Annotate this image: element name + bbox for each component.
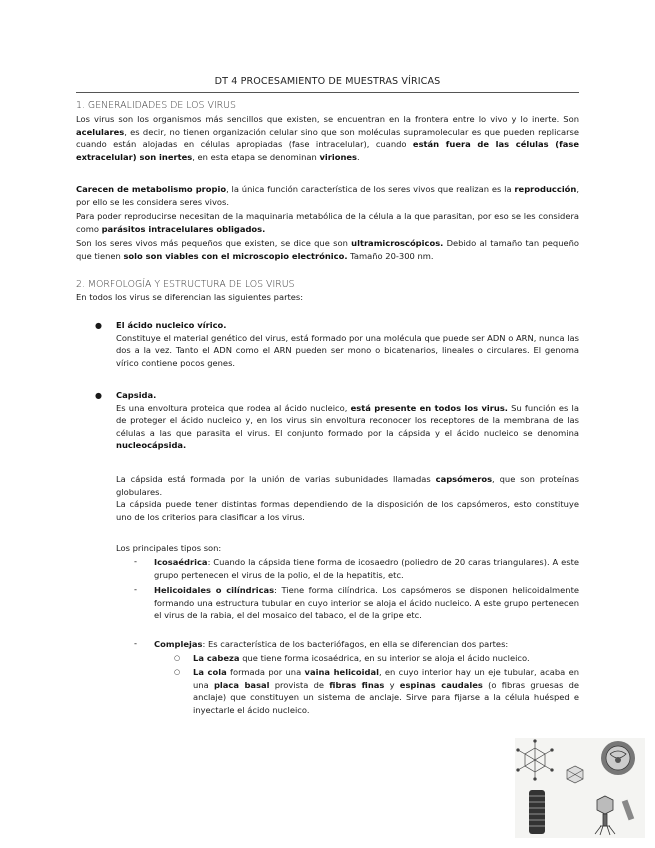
capsida-paragraph-capsomeros: La cápsida está formada por la unión de varias subunidades llamadas capsómeros, que son proteínas globulares. La cápsida puede tener distintas formas dependiendo de la disposición de los capsómeros, esto constituye uno de los criterios para clasificar a los virus. (116, 474, 579, 522)
dash-marker: - (134, 638, 138, 648)
type-helicoidales: Helicoidales o cilíndricas: Tiene forma cilíndrica. Los capsómeros se disponen helicoidalmente formando una estructura tubular en cuyo interior se aloja el ácido nucleico. A este grupo pertenecen el virus de la rabia, el del mosaico del tabaco, el de la gripe etc. (154, 585, 579, 621)
section-1-heading: 1. GENERALIDADES DE LOS VIRUS (76, 100, 236, 111)
s1-paragraph-1: Los virus son los organismos más sencillos que existen, se encuentran en la frontera entre lo vivo y lo inerte. Son acelulares, es decir, no tienen organización celular sino que son moléculas supramolecular es que pueden replicarse cuando están alojadas en células apropiadas (fase intracelular), cuando están fuera de las células (fase extracelular) son inertes, en esta etapa se denominan viriones. (76, 114, 579, 162)
dash-marker: - (134, 584, 138, 594)
bullet-marker: ● (95, 321, 102, 330)
circle-marker: ○ (174, 654, 181, 662)
dash-marker: - (134, 556, 138, 566)
section-2-heading: 2. MORFOLOGÍA Y ESTRUCTURA DE LOS VIRUS (76, 279, 295, 290)
virus-shapes-illustration (515, 738, 645, 838)
capsida-types-intro: Los principales tipos son: (116, 543, 222, 553)
bullet-marker: ● (95, 391, 102, 400)
helical-virus-icon (529, 790, 545, 834)
title-divider (76, 92, 579, 93)
bullet-capsida: Capsida. Es una envoltura proteica que rodea al ácido nucleico, está presente en todos los virus. Su función es la de proteger el ácido nucleico y, en los virus sin envoltura reconocer los receptores de la membrana de las células a las que parasita el virus. El conjunto formado por la cápsida y el ácido nucleico se denomina nucleocápsida. (116, 390, 579, 451)
complejas-cola: La cola formada por una vaina helicoidal, en cuyo interior hay un eje tubular, acaba en una placa basal provista de fibras finas y espinas caudales (o fibras gruesas de anclaje) que constituyen un sistema de anclaje. Sirve para fijarse a la célula huésped e inyectarle el ácido nucleico. (193, 667, 579, 715)
s1-paragraph-4: Son los seres vivos más pequeños que existen, se dice que son ultramicroscópicos. Debido al tamaño tan pequeño que tienen solo son viables con el microscopio electrónico. Tamaño 20-300 nm. (76, 238, 580, 261)
document-title: DT 4 PROCESAMIENTO DE MUESTRAS VÍRICAS (214, 76, 441, 87)
s2-intro: En todos los virus se diferencian las siguientes partes: (76, 292, 304, 302)
type-icosaedrica: Icosaédrica: Cuando la cápsida tiene forma de icosaedro (poliedro de 20 caras triangulares). A este grupo pertenecen el virus de la polio, el de la hepatitis, etc. (154, 557, 579, 580)
bullet-acido-nucleico: El ácido nucleico vírico. Constituye el material genético del virus, está formado por una molécula que puede ser ADN o ARN, nunca las dos a la vez. Tanto el ADN como el ARN pueden ser mono o bicatenarios, lineales o circulares. El genoma vírico contiene pocos genes. (116, 320, 580, 368)
icosahedron-icon (567, 766, 583, 783)
enveloped-virus-icon (601, 741, 635, 775)
s1-paragraph-3: Para poder reproducirse necesitan de la maquinaria metabólica de la célula a la que parasitan, por eso se les considera como parásitos intracelulares obligados. (76, 211, 579, 234)
type-complejas: Complejas: Es característica de los bacteriófagos, en ella se diferencian dos partes: (154, 639, 509, 649)
complejas-cabeza: La cabeza que tiene forma icosaédrica, en su interior se aloja el ácido nucleico. (193, 653, 530, 663)
circle-marker: ○ (174, 668, 181, 676)
s1-paragraph-2: Carecen de metabolismo propio, la única función característica de los seres vivos que realizan es la reproducción, por ello se les considera seres vivos. (76, 184, 580, 207)
